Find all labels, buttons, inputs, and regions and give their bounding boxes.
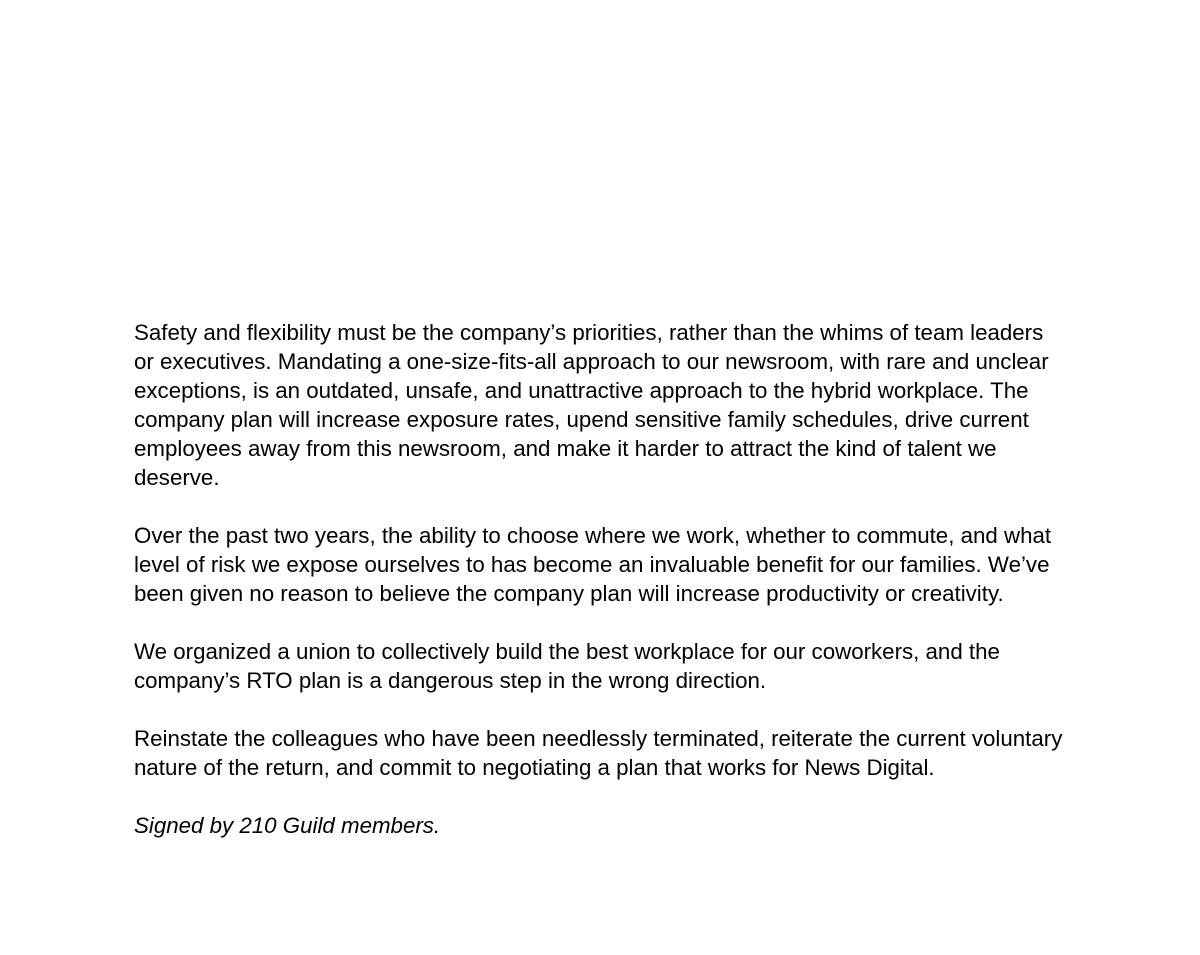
paragraph-past-two-years: Over the past two years, the ability to choose where we work, whether to commute, and what level of risk we expose ourselves to has become an invaluable benefit for our families. We’ve been given no reason to believe the company plan will increase productivity or creativity.: [134, 523, 1052, 606]
paragraph-demands: Reinstate the colleagues who have been needlessly terminated, reiterate the current voluntary nature of the return, and commit to negotiating a plan that works for News Digital.: [134, 726, 1063, 780]
letter-body: [134, 318, 1069, 840]
paragraph-union-organized: We organized a union to collectively build the best workplace for our coworkers, and the company’s RTO plan is a dangerous step in the wrong direction.: [134, 639, 1000, 693]
signature-line: Signed by 210 Guild members.: [134, 813, 441, 838]
paragraph-safety-flexibility: Safety and flexibility must be the company’s priorities, rather than the whims of team leaders or executives. Mandating a one-size-fits-all approach to our newsroom, with rare and unclear exceptions, is an outdated, unsafe, and unattractive approach to the hybrid workplace. The company plan will increase exposure rates, upend sensitive family schedules, drive current employees away from this newsroom, and make it harder to attract the kind of talent we deserve.: [134, 320, 1049, 490]
